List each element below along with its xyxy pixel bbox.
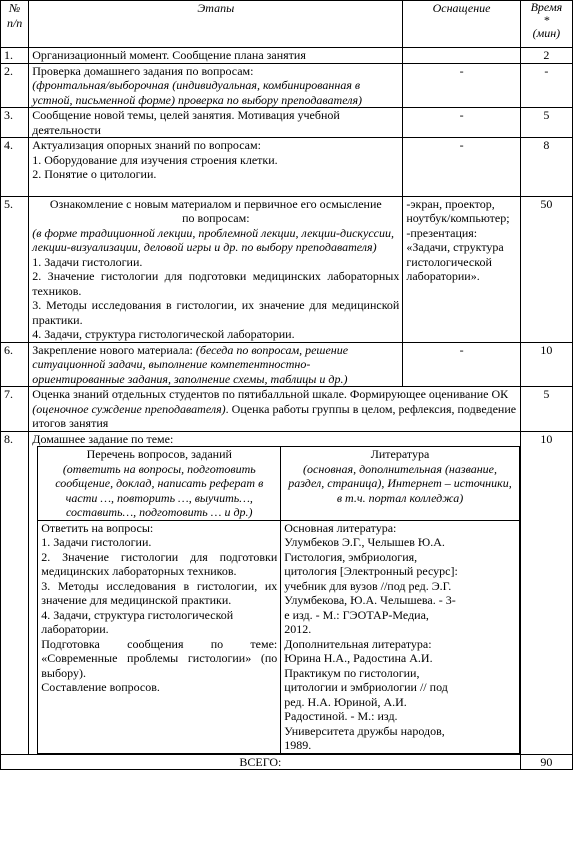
header-time: Время * (мин)	[520, 1, 572, 48]
list-item: Основная литература:	[284, 520, 397, 535]
table-row	[1, 387, 573, 432]
stage-note: (в форме традиционной лекции, проблемной лекции, лекции-дискуссии, лекции-визуализации, деловой игры и др. по выбору преподавателя)	[32, 225, 395, 254]
row-stage: Сообщение новой темы, целей занятия. Мотивация учебной деятельности	[29, 108, 403, 138]
row-stage	[29, 431, 521, 754]
row-equipment: -	[403, 63, 520, 108]
table-row	[1, 196, 573, 342]
stage-text: Проверка домашнего задания по вопросам:	[32, 63, 254, 78]
table-header-row	[1, 1, 573, 48]
row-stage: Организационный момент. Сообщение плана занятия	[29, 48, 403, 64]
list-item: 4. Задачи, структура гистологической лаборатории.	[41, 607, 234, 636]
row-time: 8	[520, 138, 572, 197]
row-time: 2	[520, 48, 572, 64]
table-row	[1, 342, 573, 387]
list-item: 3. Методы исследования в гистологии, их значение для медицинской практики.	[32, 298, 400, 327]
homework-col1-title: Перечень вопросов, заданий	[86, 447, 232, 461]
header-number: № п/п	[1, 1, 29, 48]
homework-col1-header	[38, 447, 281, 521]
total-row	[1, 754, 573, 770]
row-number: 3.	[1, 108, 29, 138]
list-item: 2. Значение гистологии для подготовки медицинских лабораторных техников.	[32, 269, 400, 298]
stage-note: (фронтальная/выборочная (индивидуальная, комбинированная в устной, письменной форме) проверка по выбору преподавателя)	[32, 78, 363, 107]
row-stage	[29, 387, 521, 432]
row-time: 10	[520, 342, 572, 387]
list-item: Дополнительная литература:	[284, 636, 432, 651]
list-item: 4. Задачи, структура гистологической лаборатории.	[32, 327, 295, 341]
stage-note: (оценочное суждение преподавателя)	[32, 401, 226, 416]
list-item: Ответить на вопросы:	[41, 520, 154, 535]
list-item: Юрина Н.А., Радостина А.И. Практикум по гистологии, цитологии и эмбриологии // под ред. Н.А. Юриной, А.И. Радостиной. - М.: изд. Университета дружбы народов, 1989.	[284, 651, 448, 752]
row-stage	[29, 63, 403, 108]
table-row	[1, 431, 573, 754]
table-row	[1, 138, 573, 197]
row-stage	[29, 138, 403, 197]
homework-table	[37, 446, 520, 754]
row-number: 7.	[1, 387, 29, 432]
table-row	[1, 48, 573, 64]
table-row	[1, 63, 573, 108]
row-equipment: -	[403, 108, 520, 138]
list-item: 2. Значение гистологии для подготовки медицинских лабораторных техников.	[41, 549, 278, 578]
stage-text-cont: . Оценка работы группы в целом, рефлексия, подведение итогов занятия	[32, 401, 517, 430]
row-equipment	[403, 48, 520, 64]
stage-text: Ознакомление с новым материалом и первичное его осмысление по вопросам:	[49, 196, 382, 225]
list-item: 1. Задачи гистологии.	[41, 535, 152, 549]
list-item: 1. Оборудование для изучения строения клетки.	[32, 152, 278, 167]
list-item: Подготовка сообщения по теме: «Современные проблемы гистологии» (по выбору).	[41, 636, 278, 680]
row-time: -	[520, 63, 572, 108]
list-item: Улумбеков Э.Г., Челышев Ю.А. Гистология, эмбриология, цитология [Электронный ресурс]: учебник для вузов //под ред. Э.Г. Улумбекова, Ю.А. Челышева. - 3-е изд. - М.: ГЭОТАР-Медиа, 2012.	[284, 535, 458, 636]
row-stage	[29, 342, 403, 387]
stage-text: Закрепление нового материала:	[32, 342, 193, 357]
total-value: 90	[520, 754, 572, 770]
list-item: 2. Понятие о цитологии.	[32, 167, 157, 181]
list-item: Составление вопросов.	[41, 680, 160, 694]
homework-literature	[281, 520, 520, 753]
homework-body-row	[38, 520, 520, 753]
row-stage	[29, 196, 403, 342]
homework-col2-title: Литература	[370, 447, 430, 461]
row-number: 2.	[1, 63, 29, 108]
stage-note: (беседа по вопросам, решение ситуационной задачи, выполнение компетентностно-ориентированные задания, заполнение схемы, таблицы и др.)	[32, 342, 349, 386]
row-number: 1.	[1, 48, 29, 64]
row-number: 8.	[1, 431, 29, 754]
homework-col2-note: (основная, дополнительная (название, раздел, страница), Интернет – источники, в т.ч. портал колледжа)	[288, 461, 512, 505]
homework-col1-note: (ответить на вопросы, подготовить сообщение, доклад, написать реферат в части …, повторить …, выучить…, составить…, подготовить … и др.)	[55, 461, 264, 519]
stage-text: Актуализация опорных знаний по вопросам:	[32, 138, 261, 152]
row-time: 10	[520, 431, 572, 754]
row-number: 5.	[1, 196, 29, 342]
row-equipment: -	[403, 342, 520, 387]
header-stages: Этапы	[29, 1, 403, 48]
row-number: 4.	[1, 138, 29, 197]
list-item: 3. Методы исследования в гистологии, их значение для медицинской практики.	[41, 578, 278, 607]
row-time: 5	[520, 108, 572, 138]
row-time: 50	[520, 196, 572, 342]
row-equipment: -	[403, 138, 520, 197]
row-time: 5	[520, 387, 572, 432]
row-number: 6.	[1, 342, 29, 387]
table-row	[1, 108, 573, 138]
homework-header-row	[38, 447, 520, 521]
stage-text: Оценка знаний отдельных студентов по пятибалльной шкале. Формирующее оценивание ОК	[32, 387, 509, 401]
total-label: ВСЕГО:	[1, 754, 521, 770]
homework-col2-header	[281, 447, 520, 521]
list-item: 1. Задачи гистологии.	[32, 254, 143, 269]
homework-questions	[38, 520, 281, 753]
stage-text: Домашнее задание по теме:	[32, 431, 174, 446]
header-equipment: Оснащение	[403, 1, 520, 48]
row-equipment: -экран, проектор, ноутбук/компьютер; -презентация: «Задачи, структура гистологической лаборатории».	[403, 196, 520, 342]
